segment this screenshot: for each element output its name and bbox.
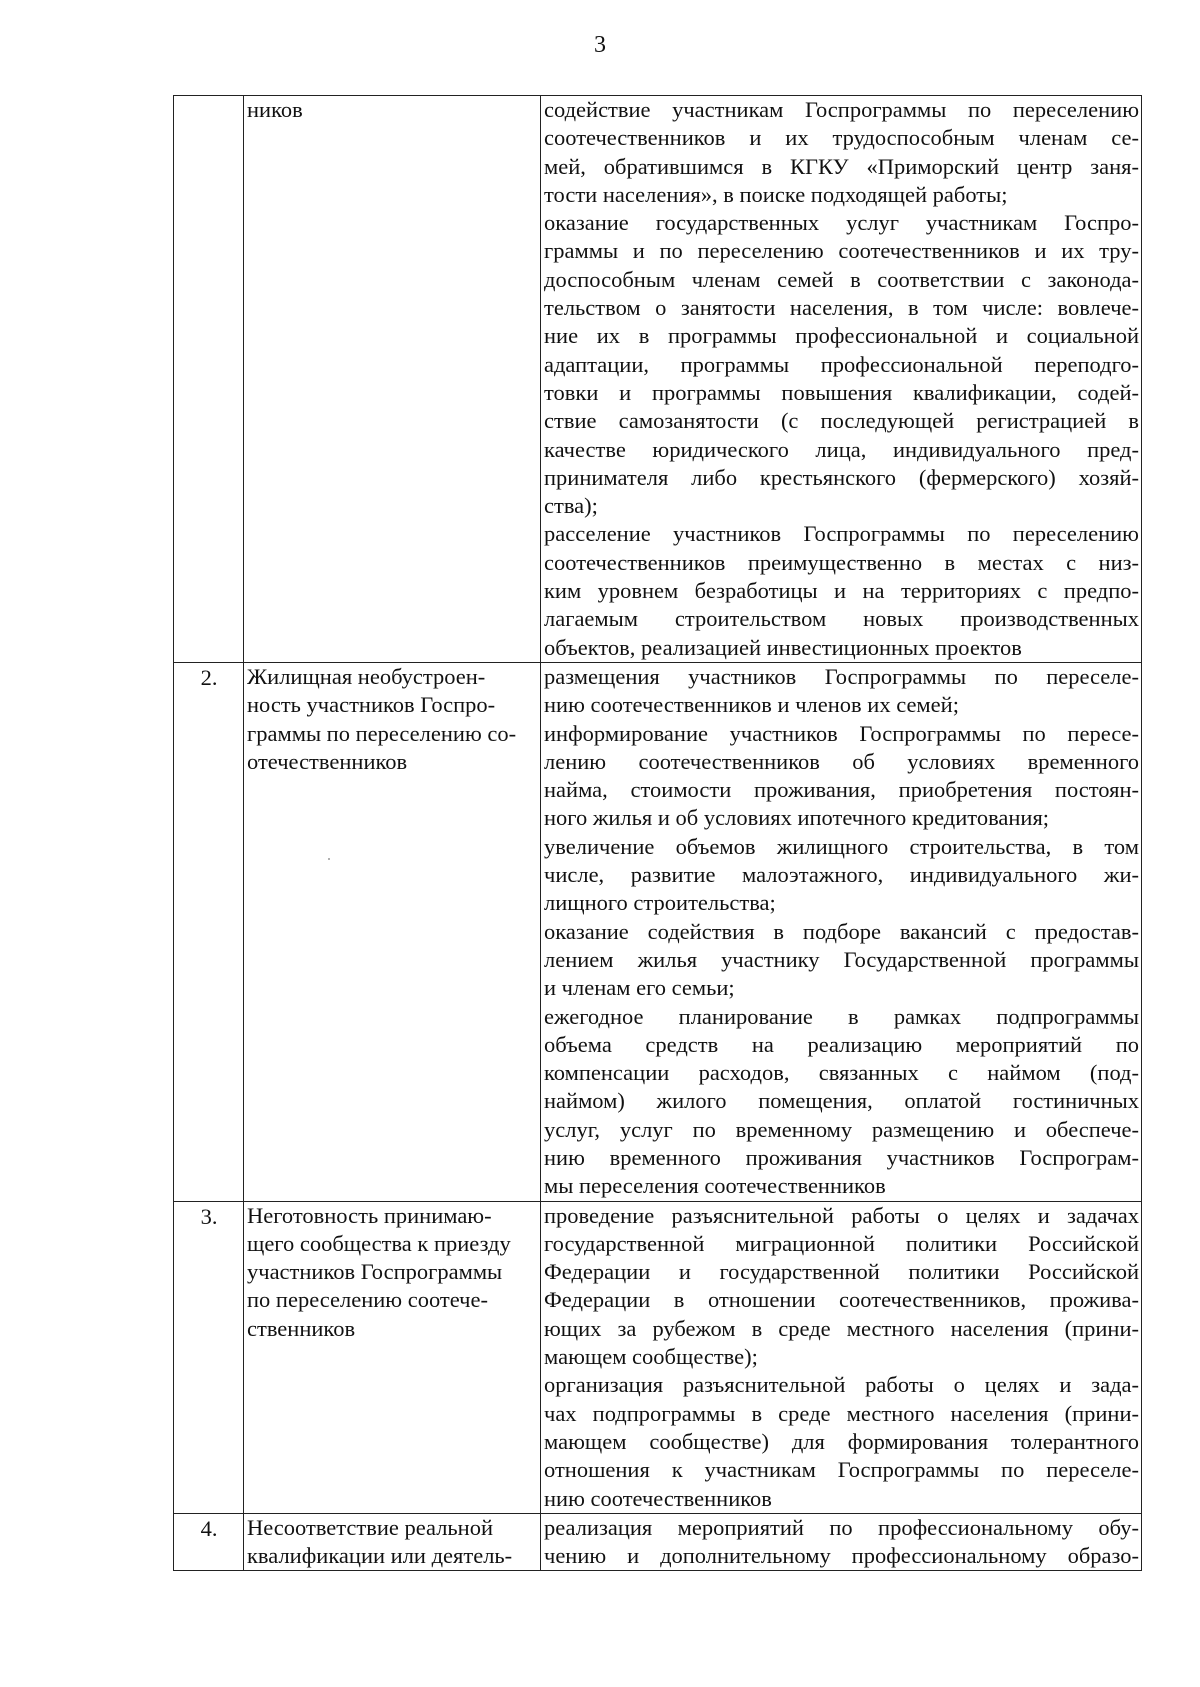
measures-cell [541, 662, 1142, 1201]
measure-line: соотечественников преимущественно в местах с низ- [544, 549, 1139, 575]
measure-line: и членам его семьи; [544, 975, 735, 1001]
scan-speck [328, 858, 330, 860]
measure-line: мы переселения соотечественников [544, 1173, 886, 1199]
measure-line: товки и программы повышения квалификации, содей- [544, 379, 1139, 405]
measure-line: адаптации, программы профессиональной переподго- [544, 351, 1139, 377]
measure-line: доспособным членам семей в соответствии с законода- [544, 266, 1139, 292]
table-body [174, 96, 1142, 1571]
table-row [174, 1513, 1142, 1571]
measures-table [173, 95, 1142, 1571]
risk-line: Жилищная необустроен- [247, 663, 486, 689]
risk-line: по переселению соотече- [247, 1287, 488, 1313]
measure-line: лищного строительства; [544, 890, 776, 916]
measure-line: ким уровнем безработицы и на территориях с предпо- [544, 578, 1139, 604]
risk-line: Несоответствие реальной [247, 1514, 494, 1540]
row-number: 4. [174, 1513, 244, 1571]
measure-line: государственной миграционной политики Российской [544, 1230, 1139, 1256]
table-row [174, 96, 1142, 663]
risk-cell [244, 662, 541, 1201]
measure-line: организация разъяснительной работы о целях и зада- [544, 1372, 1139, 1398]
risk-cell [244, 1513, 541, 1571]
measure-line: оказание государственных услуг участникам Госпро- [544, 210, 1139, 236]
measure-line: нию соотечественников и членов их семей; [544, 692, 959, 718]
measure-line: размещения участников Госпрограммы по переселе- [544, 663, 1139, 689]
risk-line: ников [247, 97, 303, 122]
measure-line: увеличение объемов жилищного строительства, в том [544, 833, 1139, 859]
measure-line: содействие участникам Госпрограммы по переселению [544, 97, 1139, 122]
measures-cell [541, 1513, 1142, 1571]
measure-line: объектов, реализацией инвестиционных проектов [544, 634, 1022, 660]
measure-line: ежегодное планирование в рамках подпрограммы [544, 1003, 1139, 1029]
measure-line: мающем сообществе); [544, 1344, 758, 1370]
measure-line: принимателя либо крестьянского (фермерского) хозяй- [544, 464, 1139, 490]
risk-cell [244, 1201, 541, 1513]
risk-line: ность участников Госпро- [247, 692, 496, 718]
measure-line: качестве юридического лица, индивидуального пред- [544, 436, 1139, 462]
measure-line: найма, стоимости проживания, приобретения постоян- [544, 777, 1139, 803]
measure-line: тости населения», в поиске подходящей работы; [544, 181, 1008, 207]
measure-line: расселение участников Госпрограммы по переселению [544, 521, 1139, 547]
risk-line: Неготовность принимаю- [247, 1202, 492, 1228]
measure-line: лением жилья участнику Государственной программы [544, 946, 1139, 972]
measure-line: услуг, услуг по временному размещению и обеспече- [544, 1116, 1139, 1142]
measure-line: граммы и по переселению соотечественников и их тру- [544, 238, 1139, 264]
measure-line: лагаемым строительством новых производственных [544, 606, 1139, 632]
measure-line: чах подпрограммы в среде местного населения (прини- [544, 1400, 1139, 1426]
measure-line: ства); [544, 493, 598, 519]
page-number: 3 [594, 32, 606, 58]
measure-line: чению и дополнительному профессиональному образо- [544, 1543, 1139, 1569]
measure-line: компенсации расходов, связанных с наймом (под- [544, 1060, 1139, 1086]
measure-line: реализация мероприятий по профессиональному обу- [544, 1514, 1139, 1540]
measure-line: Федерации и государственной политики Российской [544, 1259, 1139, 1285]
measure-line: информирование участников Госпрограммы по пересе- [544, 720, 1139, 746]
measure-line: мей, обратившимся в КГКУ «Приморский центр заня- [544, 153, 1139, 179]
row-number [174, 96, 244, 663]
risk-line: участников Госпрограммы [247, 1259, 503, 1285]
measure-line: лению соотечественников об условиях временного [544, 748, 1139, 774]
risk-line: щего сообщества к приезду [247, 1230, 511, 1256]
row-number: 3. [174, 1201, 244, 1513]
risk-line: квалификации или деятель- [247, 1543, 513, 1569]
table-row [174, 1201, 1142, 1513]
measure-line: нию соотечественников [544, 1485, 772, 1511]
row-number: 2. [174, 662, 244, 1201]
measure-line: числе, развитие малоэтажного, индивидуального жи- [544, 862, 1139, 888]
measure-line: объема средств на реализацию мероприятий по [544, 1031, 1139, 1057]
measure-line: отношения к участникам Госпрограммы по переселе- [544, 1457, 1139, 1483]
measures-cell [541, 1201, 1142, 1513]
measure-line: ного жилья и об условиях ипотечного кредитования; [544, 805, 1050, 831]
risk-cell [244, 96, 541, 663]
measure-line: тельством о занятости населения, в том числе: вовлече- [544, 295, 1139, 321]
measure-line: ствие самозанятости (с последующей регистрацией в [544, 408, 1139, 434]
measure-line: оказание содействия в подборе вакансий с предостав- [544, 918, 1139, 944]
measures-cell [541, 96, 1142, 663]
measure-line: ние их в программы профессиональной и социальной [544, 323, 1139, 349]
risk-line: граммы по переселению со- [247, 720, 517, 746]
measure-line: проведение разъяснительной работы о целях и задачах [544, 1202, 1139, 1228]
measure-line: наймом) жилого помещения, оплатой гостиничных [544, 1088, 1139, 1114]
measure-line: Федерации в отношении соотечественников, прожива- [544, 1287, 1139, 1313]
risk-line: отечественников [247, 748, 408, 774]
measure-line: ющих за рубежом в среде местного населения (прини- [544, 1315, 1139, 1341]
table-row [174, 662, 1142, 1201]
risk-line: ственников [247, 1315, 356, 1341]
measure-line: соотечественников и их трудоспособным членам се- [544, 125, 1139, 151]
measure-line: мающем сообществе) для формирования толерантного [544, 1428, 1139, 1454]
measure-line: нию временного проживания участников Госпрограм- [544, 1144, 1139, 1170]
